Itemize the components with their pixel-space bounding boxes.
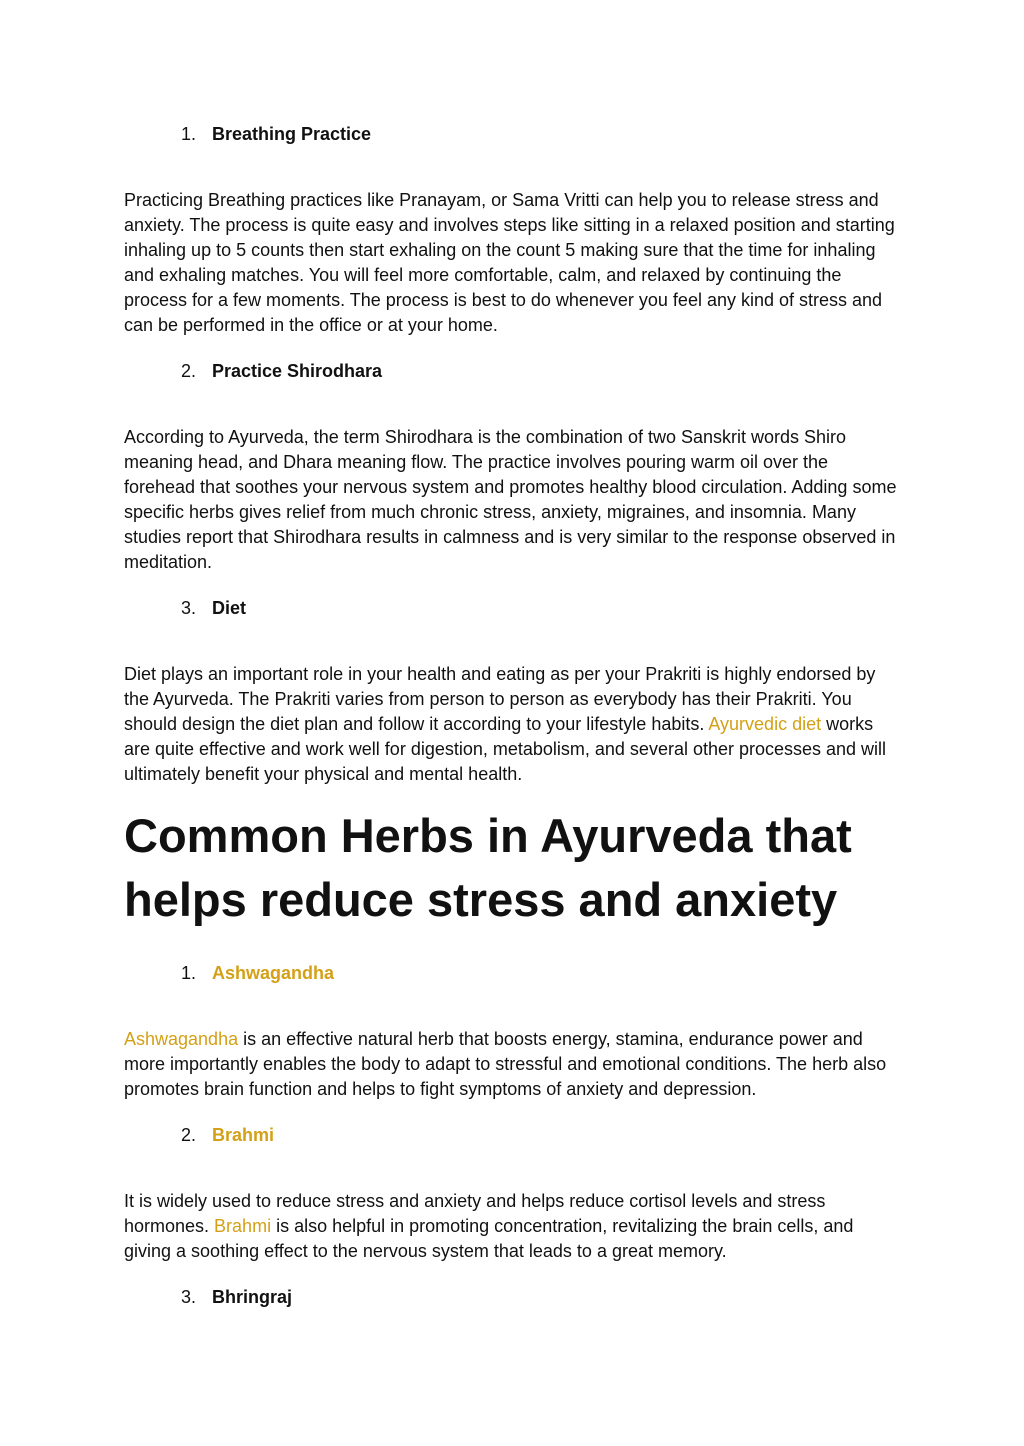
list-item-breathing-practice: [181, 122, 371, 147]
list-item-title: Bhringraj: [212, 1287, 293, 1307]
list-item-diet: [181, 596, 246, 621]
list-item-title: Breathing Practice: [212, 124, 372, 144]
paragraph-text: is an effective natural herb that boosts energy, stamina, endurance power and more importantly enables the body to adapt to stressful and emotional conditions. The herb also promotes brain function and helps to fight symptoms of anxiety and depression.: [124, 1029, 887, 1099]
list-number: 2.: [181, 1125, 197, 1145]
paragraph-text: is also helpful in promoting concentration, revitalizing the brain cells, and giving a soothing effect to the nervous system that leads to a great memory.: [124, 1216, 854, 1261]
ayurvedic-diet-link[interactable]: Ayurvedic diet: [708, 714, 822, 734]
brahmi-title-link[interactable]: Brahmi: [212, 1125, 275, 1145]
paragraph-text: works are quite effective and work well for digestion, metabolism, and several other processes and will ultimately benefit your physical and mental health.: [124, 714, 887, 784]
paragraph-text: It is widely used to reduce stress and anxiety and helps reduce cortisol levels and stress hormones.: [124, 1191, 826, 1236]
list-number: 1.: [181, 963, 197, 983]
paragraph-shirodhara: According to Ayurveda, the term Shirodhara is the combination of two Sanskrit words Shiro meaning head, and Dhara meaning flow. The practice involves pouring warm oil over the forehead that soothes your nervous system and promotes healthy blood circulation. Adding some specific herbs gives relief from much chronic stress, anxiety, migraines, and insomnia. Many studies report that Shirodhara results in calmness and is very similar to the response observed in meditation.: [124, 427, 897, 572]
paragraph-diet: [124, 662, 904, 787]
list-number: 1.: [181, 124, 197, 144]
ashwagandha-title-link[interactable]: Ashwagandha: [212, 963, 335, 983]
list-item-practice-shirodhara: [181, 359, 382, 384]
list-number: 2.: [181, 361, 197, 381]
list-number: 3.: [181, 1287, 197, 1307]
list-number: 3.: [181, 598, 197, 618]
paragraph-breathing: Practicing Breathing practices like Pranayam, or Sama Vritti can help you to release stress and anxiety. The process is quite easy and involves steps like sitting in a relaxed position and starting inhaling up to 5 counts then start exhaling on the count 5 making sure that the time for inhaling and exhaling matches. You will feel more comfortable, calm, and relaxed by continuing the process for a few moments. The process is best to do whenever you feel any kind of stress and can be performed in the office or at your home.: [124, 190, 895, 335]
brahmi-link[interactable]: Brahmi: [214, 1216, 272, 1236]
list-item-bhringraj: [181, 1285, 292, 1310]
paragraph-text: Diet plays an important role in your health and eating as per your Prakriti is highly endorsed by the Ayurveda. The Prakriti varies from person to person as everybody has their Prakriti. You should design the diet plan and follow it according to your lifestyle habits.: [124, 664, 876, 734]
ashwagandha-link[interactable]: Ashwagandha: [124, 1029, 239, 1049]
list-item-title: Diet: [212, 598, 247, 618]
list-item-title: Practice Shirodhara: [212, 361, 383, 381]
paragraph-ashwagandha: [124, 1027, 904, 1102]
section-heading: Common Herbs in Ayurveda that helps reduce stress and anxiety: [124, 809, 852, 926]
list-item-brahmi: [181, 1123, 274, 1148]
list-item-ashwagandha: [181, 961, 334, 986]
paragraph-brahmi: [124, 1189, 904, 1264]
